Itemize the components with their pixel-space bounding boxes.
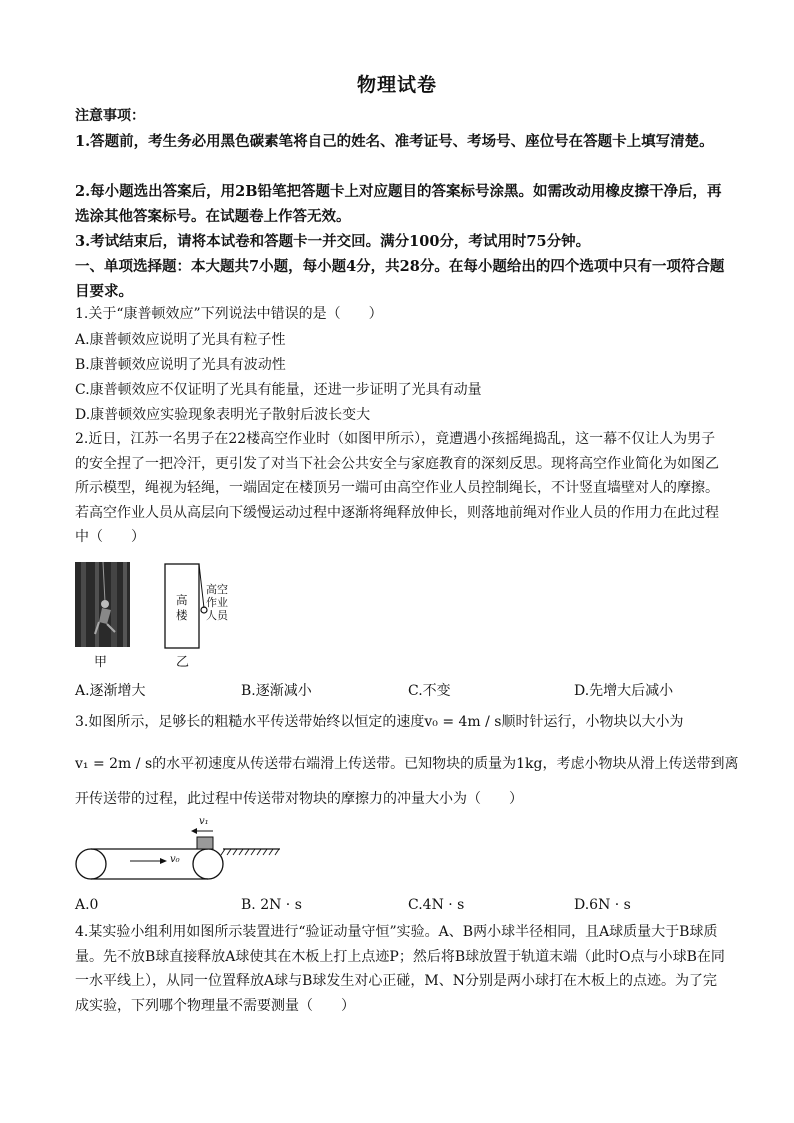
q2-options bbox=[75, 680, 725, 700]
q3-stem-line-2: v₁ = 2m / s的水平初速度从传送带右端滑上传送带。已知物块的质量为1kg，考虑小物块从滑上传送带到离 bbox=[75, 756, 739, 772]
q1-option-c: C.康普顿效应不仅证明了光具有能量，还进一步证明了光具有动量 bbox=[75, 382, 482, 398]
q3-option-c: C.4N · s bbox=[408, 897, 465, 913]
conveyor-diagram bbox=[75, 815, 290, 885]
q2-option-c: C.不变 bbox=[408, 683, 451, 699]
q3-option-b: B. 2N · s bbox=[241, 897, 302, 913]
q1-option-d: D.康普顿效应实验现象表明光子散射后波长变大 bbox=[75, 407, 371, 423]
v1-label: v₁ bbox=[199, 816, 209, 827]
worker-label: 高空作业人员 bbox=[206, 583, 228, 622]
q1-stem: 1.关于“康普顿效应”下列说法中错误的是（ ） bbox=[75, 306, 383, 322]
building-label: 高楼 bbox=[176, 593, 188, 622]
q2-stem: 2.近日，江苏一名男子在22楼高空作业时（如图甲所示），竟遭遇小孩摇绳捣乱，这一幕不仅让人为男子的安全捏了一把冷汗，更引发了对当下社会公共安全与家庭教育的深刻反思。现将高空作业简化为如图乙所示模型，绳视为轻绳，一端固定在楼顶另一端可由高空作业人员控制绳长，不计竖直墙壁对人的摩擦。若高空作业人员从高层向下缓慢运动过程中逐渐将绳释放伸长，则落地前绳对作业人员的作用力在此过程中（ ） bbox=[75, 431, 719, 545]
q2-option-d: D.先增大后减小 bbox=[574, 683, 674, 699]
q4-stem: 4.某实验小组利用如图所示装置进行“验证动量守恒”实验。A、B两小球半径相同，且A球质量大于B球质量。先不放B球直接释放A球使其在木板上打上点迹P；然后将B球放置于轨道末端（此时O点与小球B在同一水平线上），从同一位置释放A球与B球发生对心正碰，M、N分别是两小球打在木板上的点迹。为了完成实验，下列哪个物理量不需要测量（ ） bbox=[75, 924, 725, 1014]
worker-photo bbox=[75, 562, 130, 647]
notice-item-2: 2.每小题选出答案后，用2B铅笔把答题卡上对应题目的答案标号涂黑。如需改动用橡皮擦干净后，再选涂其他答案标号。在试题卷上作答无效。 bbox=[75, 183, 722, 225]
v0-label: v₀ bbox=[170, 854, 180, 865]
q3-options bbox=[75, 897, 725, 917]
fig-yi-label: 乙 bbox=[176, 655, 190, 670]
q2-option-b: B.逐渐减小 bbox=[241, 683, 312, 699]
section-heading: 一、单项选择题：本大题共7小题，每小题4分，共28分。在每小题给出的四个选项中只有一项符合题目要求。 bbox=[75, 258, 725, 300]
q1-option-b: B.康普顿效应说明了光具有波动性 bbox=[75, 357, 286, 373]
notice-item-1: 1.答题前，考生务必用黑色碳素笔将自己的姓名、准考证号、考场号、座位号在答题卡上填写清楚。 bbox=[75, 133, 714, 150]
q3-stem-line-3: 开传送带的过程，此过程中传送带对物块的摩擦力的冲量大小为（ ） bbox=[75, 791, 523, 807]
q3-option-a: A.0 bbox=[75, 897, 99, 913]
worker-photo-graphic bbox=[75, 562, 130, 647]
page-title: 物理试卷 bbox=[356, 74, 437, 96]
notice-item-3: 3.考试结束后，请将本试卷和答题卡一并交回。满分100分，考试用时75分钟。 bbox=[75, 233, 591, 250]
notice-heading: 注意事项： bbox=[75, 108, 145, 124]
fig-jia-label: 甲 bbox=[94, 655, 108, 670]
q2-option-a: A.逐渐增大 bbox=[75, 683, 146, 699]
q1-option-a: A.康普顿效应说明了光具有粒子性 bbox=[75, 332, 286, 348]
q3-stem-line-1: 3.如图所示，足够长的粗糙水平传送带始终以恒定的速度v₀ = 4m / s顺时针运行，小物块以大小为 bbox=[75, 714, 684, 730]
q3-option-d: D.6N · s bbox=[574, 897, 631, 913]
